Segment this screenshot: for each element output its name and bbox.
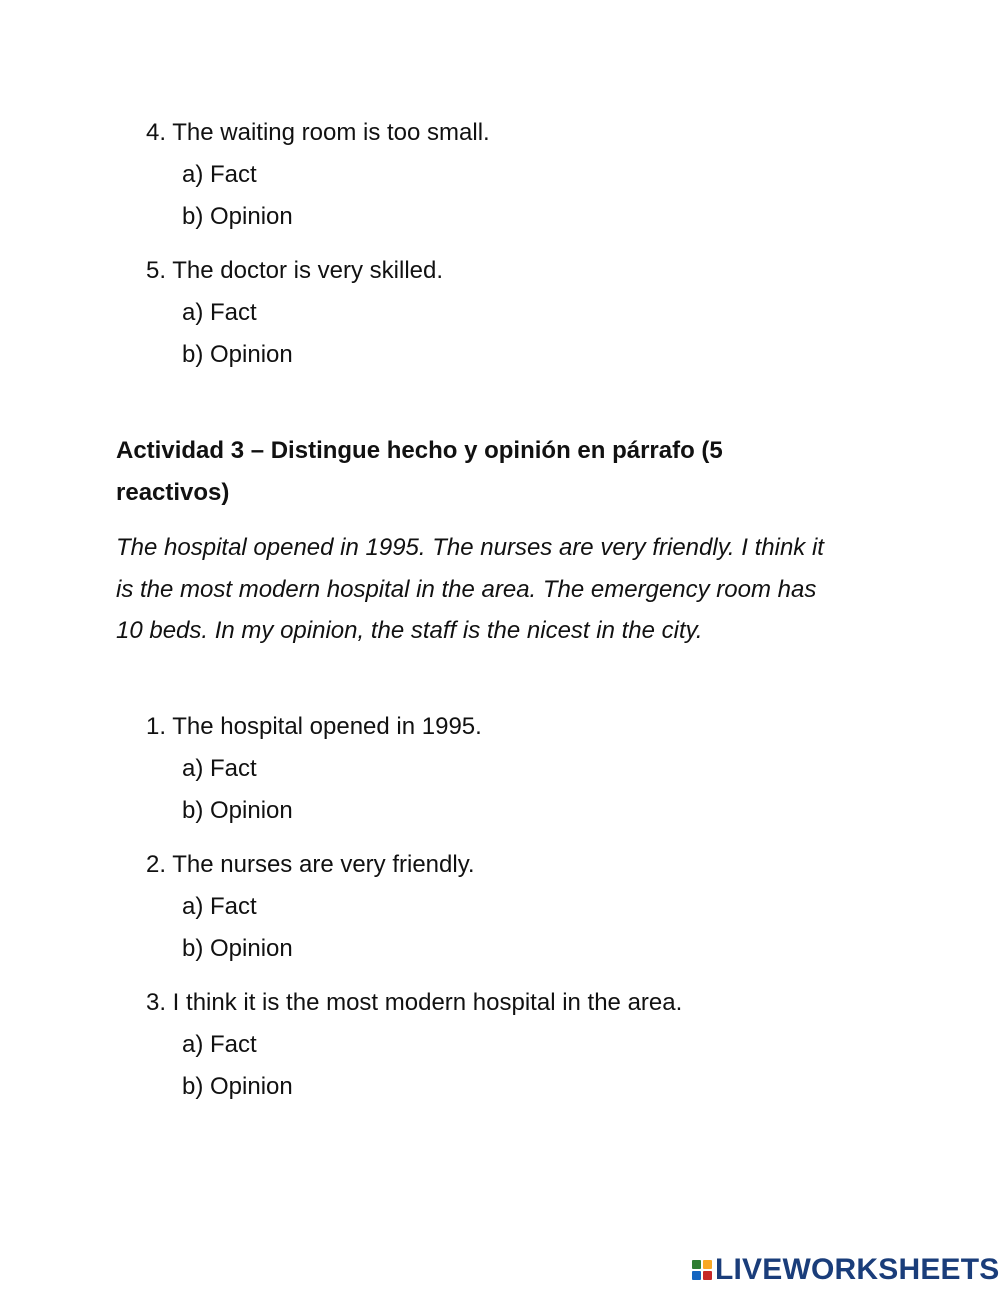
option-a[interactable]: a) Fact [182,755,257,782]
option-a[interactable]: a) Fact [182,893,257,920]
option-b[interactable]: b) Opinion [182,203,293,230]
activity-heading-line1: Actividad 3 – Distingue hecho y opinión en párrafo (5 [116,437,723,464]
question-text: 1. The hospital opened in 1995. [146,713,482,740]
liveworksheets-logo [692,1253,1000,1287]
question-text: 5. The doctor is very skilled. [146,257,444,284]
reading-paragraph: The hospital opened in 1995. The nurses are very friendly. I think it is the most modern hospital in the area. The emergency room has 10 beds. In my opinion, the staff is the nicest in the city. [116,534,824,645]
option-b[interactable]: b) Opinion [182,797,293,824]
question-text: 4. The waiting room is too small. [146,119,490,146]
logo-mark-icon [692,1260,712,1280]
question-text: 3. I think it is the most modern hospital in the area. [146,989,683,1016]
option-a[interactable]: a) Fact [182,161,257,188]
option-a[interactable]: a) Fact [182,299,257,326]
activity-heading [116,430,816,514]
activity-heading-line2: reactivos) [116,479,230,506]
option-a[interactable]: a) Fact [182,1031,257,1058]
question-text: 2. The nurses are very friendly. [146,851,475,878]
option-b[interactable]: b) Opinion [182,341,293,368]
logo-text: LIVEWORKSHEETS [715,1253,1000,1286]
option-b[interactable]: b) Opinion [182,1073,293,1100]
option-b[interactable]: b) Opinion [182,935,293,962]
